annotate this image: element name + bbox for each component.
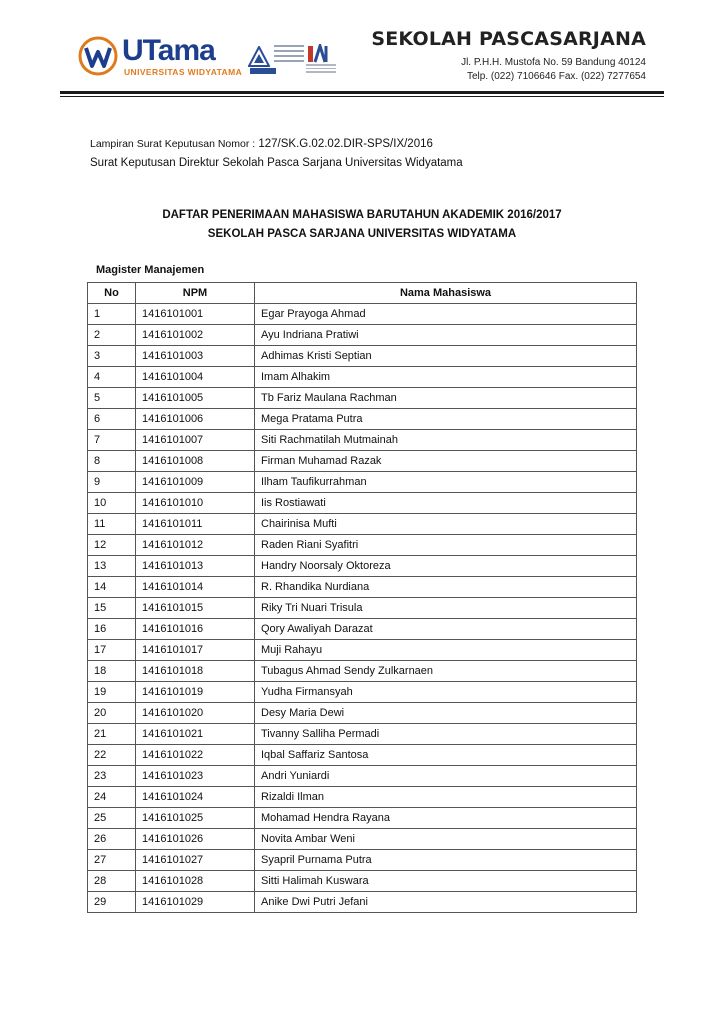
cell-student-name: Imam Alhakim [255, 367, 637, 388]
table-row [88, 682, 637, 703]
cell-no: 17 [88, 640, 136, 661]
cell-student-name: Andri Yuniardi [255, 766, 637, 787]
cell-npm: 1416101017 [136, 640, 255, 661]
table-row [88, 451, 637, 472]
cell-student-name: Iqbal Saffariz Santosa [255, 745, 637, 766]
cell-student-name: Egar Prayoga Ahmad [255, 304, 637, 325]
cell-npm: 1416101013 [136, 556, 255, 577]
cell-no: 11 [88, 514, 136, 535]
cell-student-name: Ilham Taufikurrahman [255, 472, 637, 493]
table-row [88, 724, 637, 745]
table-row [88, 535, 637, 556]
cell-no: 6 [88, 409, 136, 430]
document-title-line1: DAFTAR PENERIMAAN MAHASISWA BARUTAHUN AKADEMIK 2016/2017 [162, 209, 562, 221]
cell-student-name: Novita Ambar Weni [255, 829, 637, 850]
table-row [88, 346, 637, 367]
cell-student-name: Tubagus Ahmad Sendy Zulkarnaen [255, 661, 637, 682]
table-row [88, 388, 637, 409]
cell-npm: 1416101014 [136, 577, 255, 598]
cell-npm: 1416101004 [136, 367, 255, 388]
cell-npm: 1416101007 [136, 430, 255, 451]
decree-prefix: Lampiran Surat Keputusan Nomor : [90, 138, 256, 150]
cell-student-name: Muji Rahayu [255, 640, 637, 661]
letterhead-rule-thick [60, 91, 664, 94]
document-title-line2: SEKOLAH PASCA SARJANA UNIVERSITAS WIDYATAMA [207, 228, 517, 240]
table-row [88, 871, 637, 892]
table-row [88, 325, 637, 346]
table-row [88, 703, 637, 724]
cell-no: 15 [88, 598, 136, 619]
cell-npm: 1416101023 [136, 766, 255, 787]
cell-no: 14 [88, 577, 136, 598]
table-row [88, 493, 637, 514]
cell-student-name: Iis Rostiawati [255, 493, 637, 514]
cell-no: 4 [88, 367, 136, 388]
cell-npm: 1416101022 [136, 745, 255, 766]
cell-student-name: Riky Tri Nuari Trisula [255, 598, 637, 619]
cell-student-name: Syapril Purnama Putra [255, 850, 637, 871]
cell-npm: 1416101003 [136, 346, 255, 367]
decree-reference [90, 138, 433, 150]
cell-npm: 1416101002 [136, 325, 255, 346]
program-name: Magister Manajemen [96, 264, 205, 276]
letterhead-rule-thin [60, 96, 664, 97]
cell-no: 22 [88, 745, 136, 766]
cell-npm: 1416101021 [136, 724, 255, 745]
cell-npm: 1416101026 [136, 829, 255, 850]
cell-npm: 1416101008 [136, 451, 255, 472]
cell-student-name: Rizaldi Ilman [255, 787, 637, 808]
cell-npm: 1416101029 [136, 892, 255, 913]
cell-npm: 1416101015 [136, 598, 255, 619]
cell-student-name: Mega Pratama Putra [255, 409, 637, 430]
cell-no: 10 [88, 493, 136, 514]
table-row [88, 472, 637, 493]
table-row [88, 640, 637, 661]
cell-no: 2 [88, 325, 136, 346]
cell-student-name: Chairinisa Mufti [255, 514, 637, 535]
cell-no: 26 [88, 829, 136, 850]
table-row [88, 409, 637, 430]
cell-no: 27 [88, 850, 136, 871]
cell-no: 3 [88, 346, 136, 367]
header-npm: NPM [136, 283, 255, 304]
table-row [88, 304, 637, 325]
table-row [88, 619, 637, 640]
cell-no: 7 [88, 430, 136, 451]
cell-student-name: Tb Fariz Maulana Rachman [255, 388, 637, 409]
certification-bar-icon [250, 68, 276, 74]
cell-student-name: Siti Rachmatilah Mutmainah [255, 430, 637, 451]
table-row [88, 598, 637, 619]
table-row [88, 556, 637, 577]
cell-no: 12 [88, 535, 136, 556]
cell-npm: 1416101006 [136, 409, 255, 430]
cell-npm: 1416101019 [136, 682, 255, 703]
cell-npm: 1416101016 [136, 619, 255, 640]
table-row [88, 829, 637, 850]
cell-no: 28 [88, 871, 136, 892]
table-header-row [88, 283, 637, 304]
widyatama-emblem-icon [76, 34, 120, 78]
cell-student-name: Raden Riani Syafitri [255, 535, 637, 556]
cell-no: 9 [88, 472, 136, 493]
cell-npm: 1416101028 [136, 871, 255, 892]
cell-student-name: Tivanny Salliha Permadi [255, 724, 637, 745]
cell-no: 25 [88, 808, 136, 829]
cell-no: 23 [88, 766, 136, 787]
cell-npm: 1416101018 [136, 661, 255, 682]
certification-badge-icon [248, 46, 270, 68]
cell-no: 18 [88, 661, 136, 682]
table-row [88, 745, 637, 766]
cell-student-name: Desy Maria Dewi [255, 703, 637, 724]
table-row [88, 787, 637, 808]
cell-no: 21 [88, 724, 136, 745]
cell-student-name: Qory Awaliyah Darazat [255, 619, 637, 640]
table-row [88, 367, 637, 388]
cell-npm: 1416101027 [136, 850, 255, 871]
decree-description: Surat Keputusan Direktur Sekolah Pasca Sarjana Universitas Widyatama [90, 157, 463, 169]
cell-npm: 1416101024 [136, 787, 255, 808]
accreditation-text-mark [306, 64, 336, 75]
header-no: No [88, 283, 136, 304]
student-table [87, 282, 637, 913]
cell-student-name: Firman Muhamad Razak [255, 451, 637, 472]
cell-no: 8 [88, 451, 136, 472]
table-row [88, 850, 637, 871]
table-row [88, 514, 637, 535]
cell-npm: 1416101001 [136, 304, 255, 325]
cell-npm: 1416101020 [136, 703, 255, 724]
cell-student-name: Sitti Halimah Kuswara [255, 871, 637, 892]
logo-wordmark: UTama [122, 34, 215, 67]
cell-no: 16 [88, 619, 136, 640]
cell-no: 20 [88, 703, 136, 724]
table-row [88, 577, 637, 598]
cell-npm: 1416101012 [136, 535, 255, 556]
table-row [88, 808, 637, 829]
cell-no: 24 [88, 787, 136, 808]
cell-npm: 1416101010 [136, 493, 255, 514]
institution-phone: Telp. (022) 7106646 Fax. (022) 7277654 [466, 71, 646, 82]
cell-no: 13 [88, 556, 136, 577]
cell-student-name: Yudha Firmansyah [255, 682, 637, 703]
cell-student-name: Handry Noorsaly Oktoreza [255, 556, 637, 577]
cell-no: 5 [88, 388, 136, 409]
header-student-name: Nama Mahasiswa [255, 283, 637, 304]
cell-npm: 1416101009 [136, 472, 255, 493]
table-row [88, 661, 637, 682]
institution-name: SEKOLAH PASCASARJANA [371, 28, 646, 50]
cell-student-name: Anike Dwi Putri Jefani [255, 892, 637, 913]
cell-npm: 1416101005 [136, 388, 255, 409]
table-row [88, 430, 637, 451]
cell-student-name: Mohamad Hendra Rayana [255, 808, 637, 829]
certification-text-mark [274, 45, 304, 69]
cell-npm: 1416101025 [136, 808, 255, 829]
cell-student-name: Adhimas Kristi Septian [255, 346, 637, 367]
cell-no: 1 [88, 304, 136, 325]
decree-number: 127/SK.G.02.02.DIR-SPS/IX/2016 [258, 138, 433, 150]
institution-address: Jl. P.H.H. Mustofa No. 59 Bandung 40124 [461, 57, 646, 68]
cell-student-name: R. Rhandika Nurdiana [255, 577, 637, 598]
cell-no: 19 [88, 682, 136, 703]
table-row [88, 766, 637, 787]
cell-student-name: Ayu Indriana Pratiwi [255, 325, 637, 346]
table-row [88, 892, 637, 913]
cell-no: 29 [88, 892, 136, 913]
logo-tagline: UNIVERSITAS WIDYATAMA [124, 67, 243, 77]
cell-npm: 1416101011 [136, 514, 255, 535]
